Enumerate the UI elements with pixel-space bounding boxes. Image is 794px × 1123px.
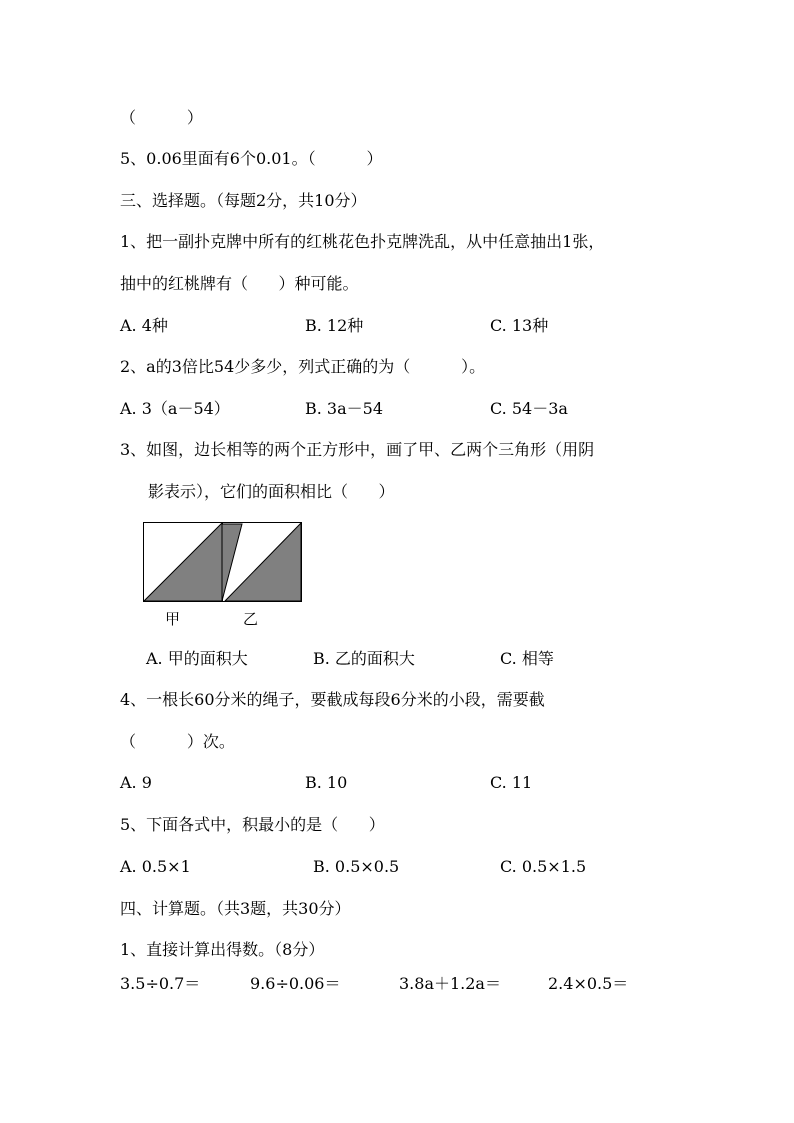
choice-q4-line2: （ ）次。 bbox=[120, 732, 235, 751]
choice-q3-option-b: B. 乙的面积大 bbox=[313, 649, 415, 668]
choice-q3-line2: 影表示），它们的面积相比（ ） bbox=[148, 482, 395, 501]
calc-item-4: 2.4×0.5＝ bbox=[548, 974, 629, 993]
calc-q1-title: 1、直接计算出得数。（8分） bbox=[120, 940, 325, 959]
calc-item-3: 3.8a＋1.2a＝ bbox=[399, 974, 501, 993]
choice-q1-option-c: C. 13种 bbox=[490, 316, 549, 335]
squares-triangles-figure bbox=[143, 522, 308, 632]
choice-q5: 5、下面各式中，积最小的是（ ） bbox=[120, 815, 385, 834]
choice-q1-line1: 1、把一副扑克牌中所有的红桃花色扑克牌洗乱，从中任意抽出1张， bbox=[120, 232, 605, 251]
triangle-jia bbox=[144, 523, 222, 601]
judgement-q5: 5、0.06里面有6个0.01。（ ） bbox=[120, 149, 383, 168]
label-jia: 甲 bbox=[165, 610, 181, 628]
choice-q3-option-c: C. 相等 bbox=[500, 649, 554, 668]
label-yi: 乙 bbox=[243, 610, 259, 628]
choice-q4-option-b: B. 10 bbox=[305, 773, 348, 792]
choice-q2: 2、a的3倍比54少多少，列式正确的为（ ）。 bbox=[120, 357, 486, 376]
choice-q4-option-a: A. 9 bbox=[120, 773, 152, 792]
choice-q1-line2: 抽中的红桃牌有（ ）种可能。 bbox=[120, 274, 359, 293]
section-calc-title: 四、计算题。（共3题，共30分） bbox=[120, 899, 351, 918]
section-choice-title: 三、选择题。（每题2分，共10分） bbox=[120, 191, 367, 210]
choice-q5-option-a: A. 0.5×1 bbox=[120, 857, 191, 876]
calc-item-2: 9.6÷0.06＝ bbox=[250, 974, 341, 993]
choice-q2-option-c: C. 54－3a bbox=[490, 399, 568, 418]
choice-q2-option-b: B. 3a－54 bbox=[305, 399, 384, 418]
choice-q4-option-c: C. 11 bbox=[490, 773, 533, 792]
line-blank-paren: （ ） bbox=[120, 108, 203, 127]
choice-q1-option-b: B. 12种 bbox=[305, 316, 364, 335]
calc-item-1: 3.5÷0.7＝ bbox=[120, 974, 201, 993]
choice-q2-option-a: A. 3（a－54） bbox=[120, 399, 230, 418]
choice-q4-line1: 4、一根长60分米的绳子，要截成每段6分米的小段，需要截 bbox=[120, 690, 545, 709]
choice-q5-option-c: C. 0.5×1.5 bbox=[500, 857, 587, 876]
choice-q3-line1: 3、如图，边长相等的两个正方形中，画了甲、乙两个三角形（用阴 bbox=[120, 440, 595, 459]
choice-q5-option-b: B. 0.5×0.5 bbox=[313, 857, 400, 876]
choice-q3-option-a: A. 甲的面积大 bbox=[146, 649, 248, 668]
choice-q1-option-a: A. 4种 bbox=[120, 316, 168, 335]
